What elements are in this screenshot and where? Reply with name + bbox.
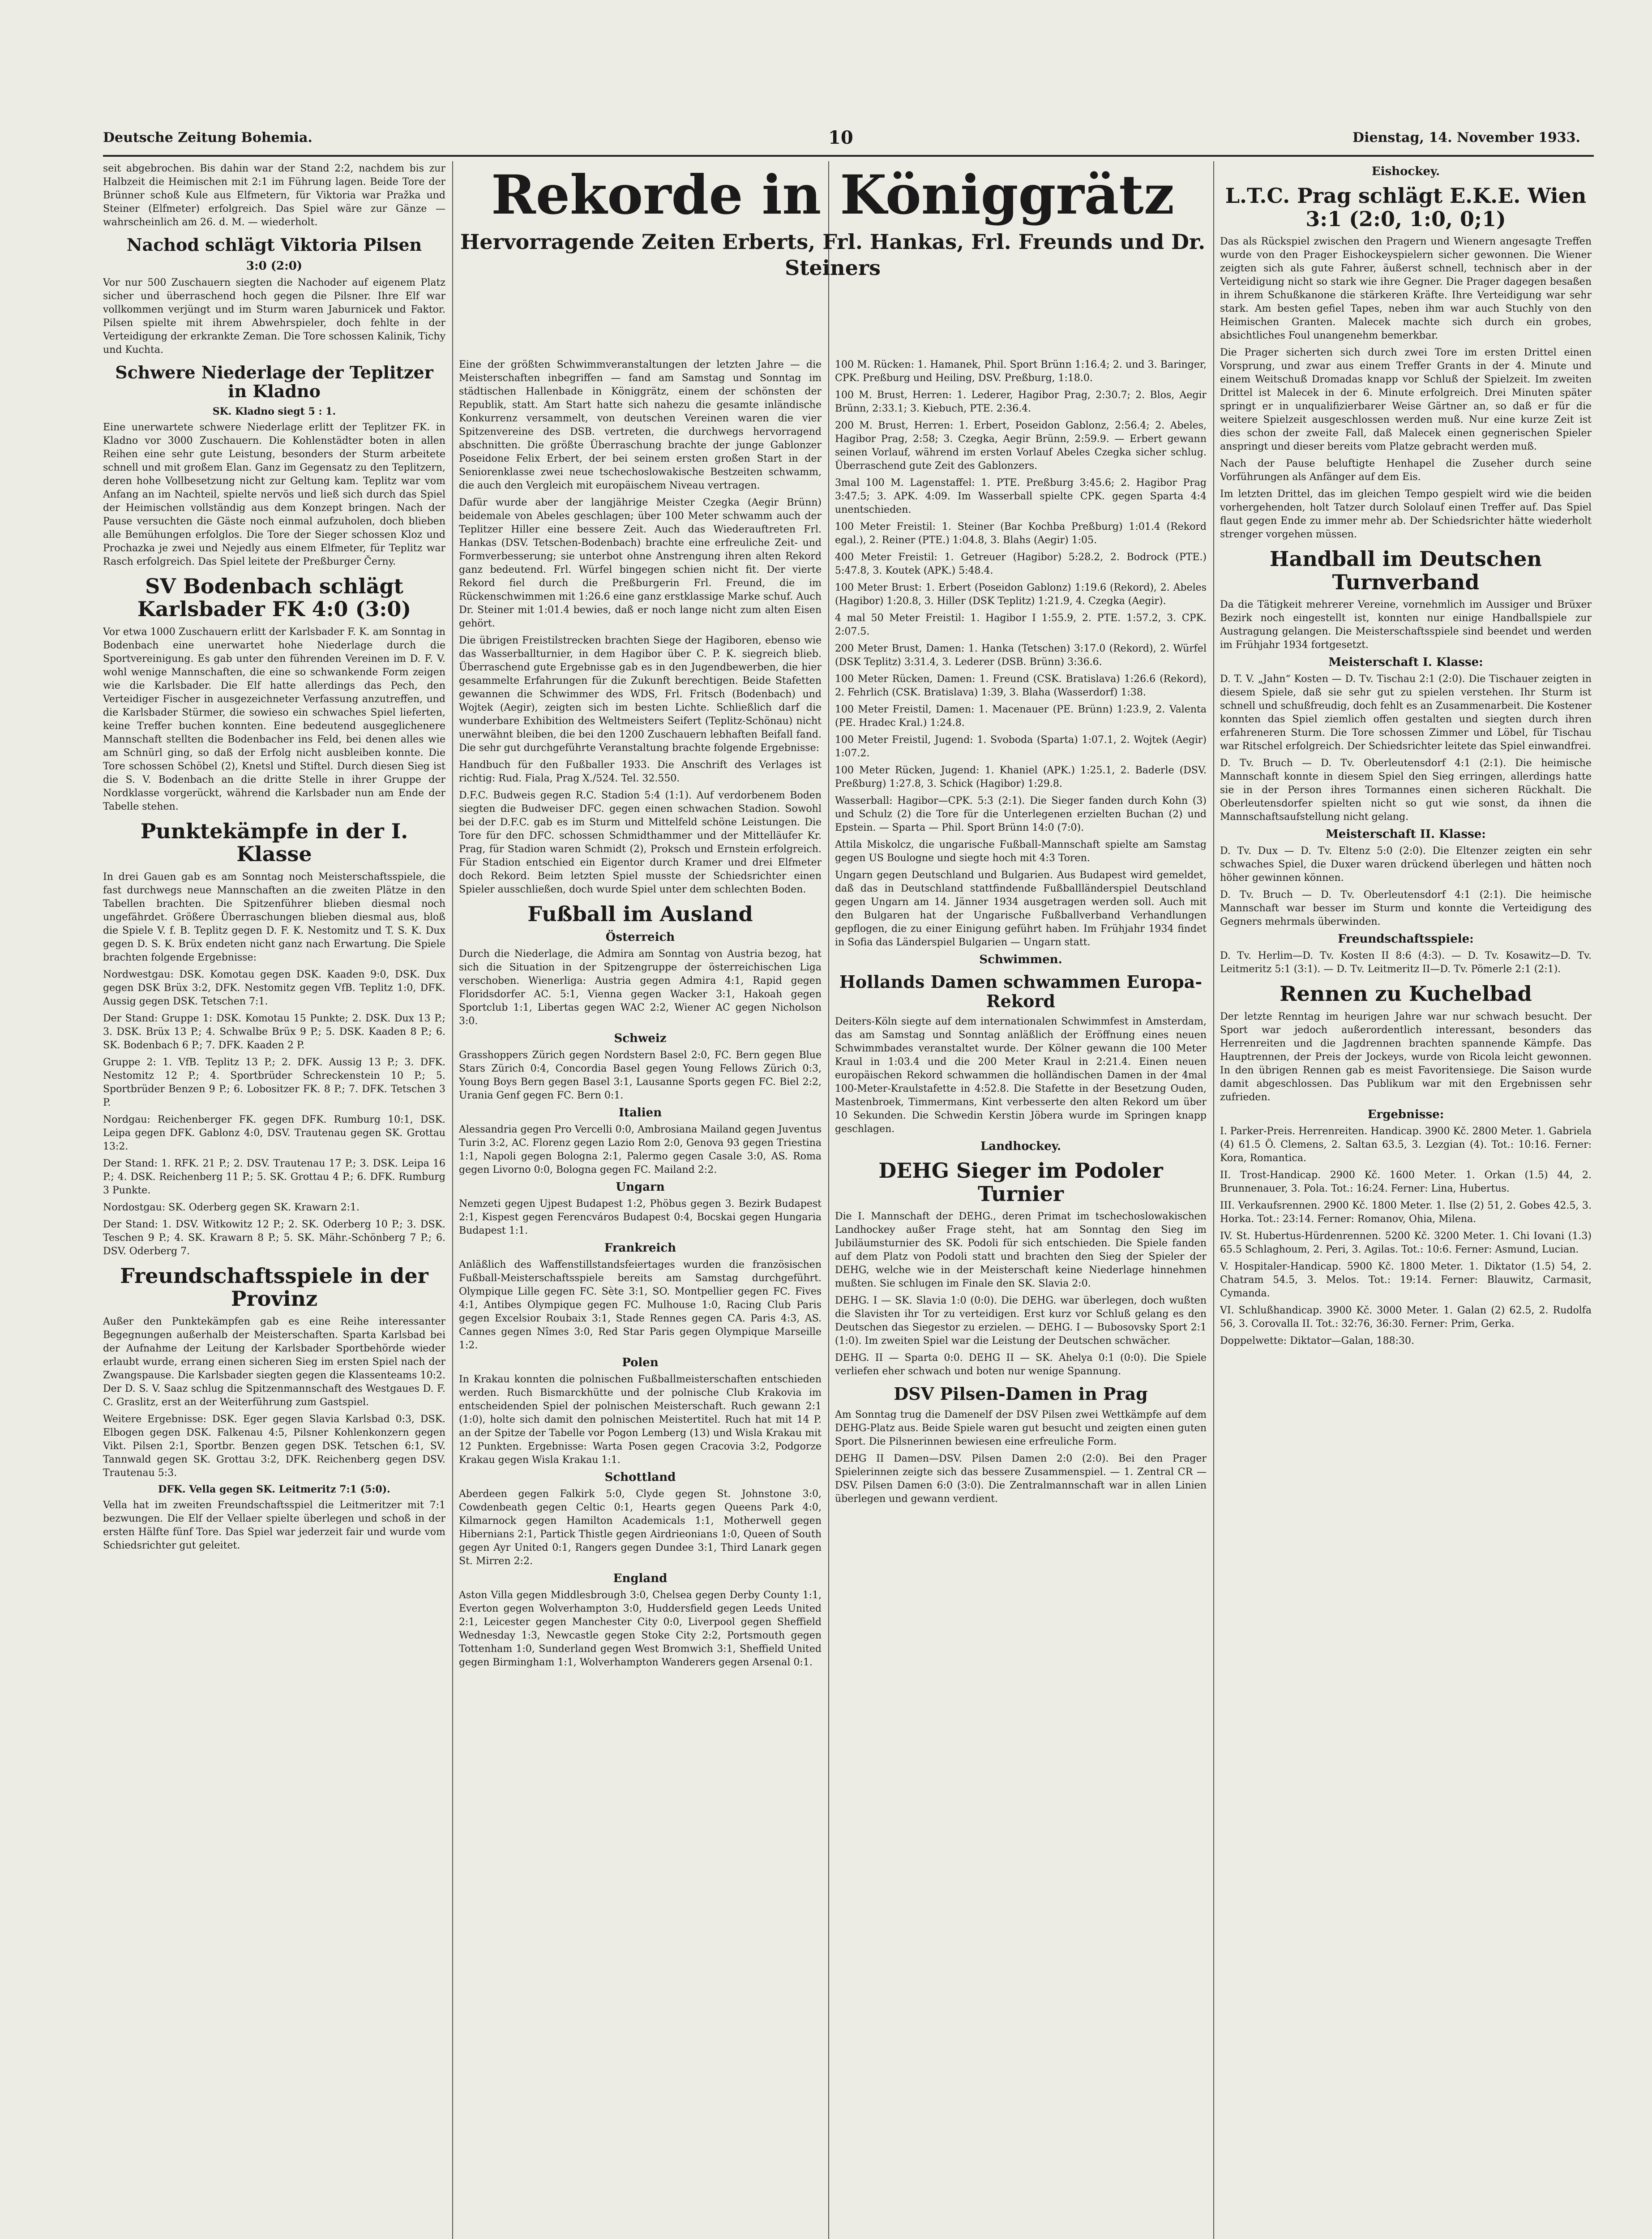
short-note: Handbuch für den Fußballer 1933. Die Anschrift des Verlages ist richtig: Rud. Fiala, Prag X./524. Tel. 32.550. xyxy=(459,759,822,784)
article-text: Der Stand: Gruppe 1: DSK. Komotau 15 Punkte; 2. DSK. Dux 13 P.; 3. DSK. Brüx 13 P.; 4. Schwalbe Brüx 9 P.; 5. DSK. Kaaden 8 P.; 6. SK. Bodenbach 6 P.; 7. DFK. Kaaden 2 P. xyxy=(103,1012,445,1051)
article-text: Nemzeti gegen Ujpest Budapest 1:2, Phöbus gegen 3. Bezirk Budapest 2:1, Kispest gegen Ferencváros Budapest 0:4, Bocskai gegen Hungaria Budapest 1:1. xyxy=(459,1198,822,1236)
column-1 xyxy=(103,162,445,2239)
article-text: Grasshoppers Zürich gegen Nordstern Basel 2:0, FC. Bern gegen Blue Stars Zürich 0:4, Concordia Basel gegen Young Fellows Zürich 0:3, Young Boys Bern gegen Basel 3:1, Lausanne Sports gegen FC. Biel 2:2, Urania Genf gegen FC. Bern 0:1. xyxy=(459,1049,822,1101)
result-line: Wasserball: Hagibor—CPK. 5:3 (2:1). Die Sieger fanden durch Kohn (3) und Schulz (2) die Tore für die Unterlegenen erzielten Buchan (2) und Epstein. — Sparta — Phil. Sport Brünn 14:0 (7:0). xyxy=(835,795,1207,833)
article-headline: Handball im Deutschen Turnverband xyxy=(1270,547,1542,594)
headline-deck: Hervorragende Zeiten Erberts, Frl. Hankas, Frl. Freunds und Dr. Steiners xyxy=(460,230,1206,280)
column-divider xyxy=(452,161,453,2239)
article-text: Nach der Pause beluftigte Henhapel die Zuseher durch seine Vorführungen als Anfänger auf dem Eis. xyxy=(1220,458,1592,483)
article-text: D. T. V. „Jahn“ Kosten — D. Tv. Tischau 2:1 (2:0). Die Tischauer zeigten in diesem Spiele, daß sie sehr gut zu spielen verstehen. Ihr Sturm ist schnell und schußfreudig, doch fehlt es an Zusammenarbeit. Die Kostener konnten das Spiel ziemlich offen gestalten und siegten durch ihren erfahreneren Sturm. Die Tore schossen Zimmer und Löbel, für Tischau war Ritschel erfolgreich. Der Schiedsrichter leitete das Spiel einwandfrei. xyxy=(1220,673,1592,752)
article-headline: SV Bodenbach schlägt Karlsbader FK 4:0 (3:0) xyxy=(137,574,411,622)
page-number: 10 xyxy=(828,127,853,148)
article-text: Attila Miskolcz, die ungarische Fußball-Mannschaft spielte am Samstag gegen US Boulogne und siegte hoch mit 4:3 Toren. xyxy=(835,839,1207,864)
result-line: VI. Schlußhandicap. 3900 Kč. 3000 Meter. 1. Galan (2) 62.5, 2. Rudolfa 56, 3. Corovalla II. Tot.: 32:76, 36:30. Ferner: Prim, Gerka. xyxy=(1220,1304,1592,1330)
result-line: Doppelwette: Diktator—Galan, 188:30. xyxy=(1220,1335,1415,1347)
result-line: 100 Meter Brust: 1. Erbert (Poseidon Gablonz) 1:19.6 (Rekord), 2. Abeles (Hagibor) 1:20.8, 3. Hiller (DSK Teplitz) 1:21.9, 4. Czegka (Aegir). xyxy=(835,582,1207,607)
article-text: Nordgau: Reichenberger FK. gegen DFK. Rumburg 10:1, DSK. Leipa gegen DFK. Gablonz 4:0, DSV. Trautenau gegen SK. Grottau 13:2. xyxy=(103,1114,445,1152)
article-text: In Krakau konnten die polnischen Fußballmeisterschaften entschieden werden. Ruch Bismarckhütte und der polnische Club Krakovia im entscheidenden Spiel der polnischen Meisterschaft. Ruch gewann 2:1 (1:0), holte sich damit den polnischen Meistertitel. Ruch hat mit 14 P. an der Spitze der Tabelle vor Pogon Lemberg (13) und Wisla Krakau mit 12 Punkten. Ergebnisse: Warta Posen gegen Cracovia 3:2, Podgorze Krakau gegen Wisla Krakau 1:1. xyxy=(459,1373,822,1466)
article-text: Aston Villa gegen Middlesbrough 3:0, Chelsea gegen Derby County 1:1, Everton gegen Wolverhampton 3:0, Huddersfield gegen Leeds United 2:1, Leicester gegen Manchester City 0:0, Liverpool gegen Sheffield Wednesday 1:3, Newcastle gegen Stoke City 2:2, Portsmouth gegen Tottenham 1:0, Sunderland gegen West Bromwich 3:1, Sheffield United gegen Birmingham 1:1, Wolverhampton Wanderers gegen Arsenal 0:1. xyxy=(459,1589,822,1668)
article-text: Das als Rückspiel zwischen den Pragern und Wienern angesagte Treffen wurde von den Prager Eishockeyspielern sicher gewonnen. Die Wiener zeigten sich als gute Fahrer, äußerst schnell, technisch aber in der Verteidigung nicht so stark wie ihre Gegner. Die Prager dagegen besaßen in ihrem Schußkanone die stärkeren Kräfte. Ihre Verteidigung war sehr stark. Am besten gefiel Tapes, neben ihm war auch Stuchly von den Heimischen Granten. Malecek machte sich durch ein grobes, absichtliches Foul unangenehm bemerkbar. xyxy=(1220,236,1592,342)
main-headline xyxy=(457,163,1209,281)
article-headline: Freundschaftsspiele in der Provinz xyxy=(120,1263,428,1311)
country-heading: Frankreich xyxy=(604,1241,676,1255)
result-line: 100 Meter Rücken, Jugend: 1. Khaniel (APK.) 1:25.1, 2. Baderle (DSV. Preßburg) 1:27.8, 3. Schick (Hagibor) 1:29.8. xyxy=(835,765,1207,789)
result-line: 100 Meter Freistil, Jugend: 1. Svoboda (Sparta) 1:07.1, 2. Wojtek (Aegir) 1:07.2. xyxy=(835,734,1207,759)
country-heading: Österreich xyxy=(605,930,675,944)
article-text: Außer den Punktekämpfen gab es eine Reihe interessanter Begegnungen außerhalb der Meisterschaften. Sparta Karlsbad bei der Aufnahme der Leitung der Karlsbader Sportbehörde wieder erlaubt wurde, errang einen sicheren Sieg im ersten Spiel nach der Zwangspause. Die Karlsbader siegten gegen die Klassenteams 10:2. Der D. S. V. Saaz schlug die Spitzenmannschaft des Westgaues D. F. C. Graslitz, erst an der Weiterführung zum Gastspiel. xyxy=(103,1316,445,1408)
article-headline: Punktekämpfe in der I. Klasse xyxy=(140,819,408,866)
article-text: Vor etwa 1000 Zuschauern erlitt der Karlsbader F. K. am Sonntag in Bodenbach eine unerwartet hohe Niederlage durch die Sportvereinigung. Es gab unter den führenden Vereinen im D. F. V. wohl wenige Mannschaften, die eine so schwankende Form zeigen wie die Karlsbader. Die Elf hatte allerdings das Pech, den Verteidiger Fischer in ausgezeichneter Verfassung anzutreffen, und die Karlsbader Stürmer, die sowieso ein schwaches Spiel lieferten, keine Treffer buchen konnten. Eine bedeutend ausgeglichenere Mannschaft stellten die Bodenbacher ins Feld, bei denen alles wie am Schnürl ging, so daß der Erfolg nicht ausbleiben konnte. Die Tore schossen Schöbel (2), Knetsl und Stiftel. Durch diesen Sieg ist die S. V. Bodenbach an die dritte Stelle in ihrer Gruppe der Nordklasse vorgerückt, während die Karlsbader nun am Ende der Tabelle stehen. xyxy=(103,626,445,812)
article-headline: Rennen zu Kuchelbad xyxy=(1280,982,1532,1006)
article-text: Ungarn gegen Deutschland und Bulgarien. Aus Budapest wird gemeldet, daß das in Deutschland stattfindende Fußballländerspiel Deutschland gegen Ungarn am 14. Jänner 1934 ausgetragen werden soll. Auch mit den Bulgaren hat der Ungarische Fußballverband Verhandlungen gepflogen, die zu einer Einigung geführt haben. Im Frühjahr 1934 findet in Sofia das Länderspiel Bulgarien — Ungarn statt. xyxy=(835,870,1207,948)
article-text: Da die Tätigkeit mehrerer Vereine, vornehmlich im Aussiger und Brüxer Bezirk noch eingestellt ist, konnten nur einige Handballspiele zur Austragung gelangen. Die Meisterschaftsspiele sind beendet und werden im Frühjahr 1934 fortgesetzt. xyxy=(1220,599,1592,651)
article-text: In drei Gauen gab es am Sonntag noch Meisterschaftsspiele, die fast durchwegs neue Mannschaften an die zweiten Plätze in den Tabellen brachten. Die Spitzenführer blieben diesmal noch ungefährdet. Größere Überraschungen blieben diesmal aus, bloß die Spiele V. f. B. Teplitz gegen D. F. K. Nestomitz und T. S. K. Dux gegen D. S. K. Brüx endeten nicht ganz nach Erwartung. Die Spiele brachten folgende Ergebnisse: xyxy=(103,871,445,963)
article-text: Nordostgau: SK. Oderberg gegen SK. Krawarn 2:1. xyxy=(103,1201,360,1213)
article-text: D. Tv. Dux — D. Tv. Eltenz 5:0 (2:0). Die Eltenzer zeigten ein sehr schwaches Spiel, die Duxer waren drückend überlegen und hätten noch höher gewinnen können. xyxy=(1220,845,1592,884)
article-text: D. Tv. Bruch — D. Tv. Oberleutensdorf 4:1 (2:1). Die heimische Mannschaft war besser im Sturm und konnte die Verteidigung des Gegners mehrmals überwinden. xyxy=(1220,889,1592,928)
subsection-heading: Ergebnisse: xyxy=(1367,1107,1444,1121)
result-line: III. Verkaufsrennen. 2900 Kč. 1800 Meter. 1. Ilse (2) 51, 2. Gobes 42.5, 3. Horka. Tot.: 23:14. Ferner: Romanov, Ohia, Milena. xyxy=(1220,1200,1592,1225)
result-line: I. Parker-Preis. Herrenreiten. Handicap. 3900 Kč. 2800 Meter. 1. Gabriela (4) 61.5 Ö. Clemens, 2. Saltan 63.5, 3. Lezgian (4). Tot.: 10:16. Ferner: Kora, Romantica. xyxy=(1220,1125,1592,1164)
section-label: Schwimmen. xyxy=(979,953,1062,966)
column-3 xyxy=(835,358,1207,2239)
article-text: Dafür wurde aber der langjährige Meister Czegka (Aegir Brünn) beidemale von Abeles geschlagen; über 100 Meter schwamm auch der Teplitzer Hiller eine bessere Zeit. Auch das Wiederauftreten Frl. Hankas (DSV. Tetschen-Bodenbach) brachte eine erfreuliche Zeit- und Formverbesserung; sie unterbot ohne Anstrengung ihren alten Rekord ganz bedeutend. Frl. Würfel bingegen schien nicht fit. Der vierte Rekord fiel durch die Preßburgerin Frl. Freund, die im Rückenschwimmen mit 1:26.6 eine ganz erstklassige Marke schuf. Auch Dr. Steiner mit 1:01.4 bewies, daß er noch lange nicht zum alten Eisen gehört. xyxy=(459,497,822,629)
article-text: Durch die Niederlage, die Admira am Sonntag von Austria bezog, hat sich die Situation in der Spitzengruppe der österreichischen Liga verschoben. Wienerliga: Austria gegen Admira 4:1, Rapid gegen Floridsdorfer AC. 5:1, Vienna gegen Wacker 3:1, Hakoah gegen Sportclub 1:1, Libertas gegen WAC 2:2, Wiener AC gegen Nicholson 3:0. xyxy=(459,948,822,1027)
section-label: Eishockey. xyxy=(1371,165,1440,178)
article-text: Am Sonntag trug die Damenelf der DSV Pilsen zwei Wettkämpfe auf dem DEHG-Platz aus. Beide Spiele waren gut besucht und zeigten einen guten Sport. Die Pilsnerinnen bewiesen eine erfreuliche Form. xyxy=(835,1409,1207,1447)
result-line: II. Trost-Handicap. 2900 Kč. 1600 Meter. 1. Orkan (1.5) 44, 2. Brunnenauer, 3. Pola. Tot.: 16:24. Ferner: Lina, Hubertus. xyxy=(1220,1169,1592,1194)
article-text: Vor nur 500 Zuschauern siegten die Nachoder auf eigenem Platz sicher und überraschend hoch gegen die Pilsner. Ihre Elf war vollkommen verjüngt und im Sturm waren Jaburnicek und Faktor. Pilsen spielte mit ihrem Abwehrspieler, doch fehlte in der Verteidigung der erkrankte Zeman. Die Tore schossen Kalinik, Tichy und Kuchta. xyxy=(103,277,445,356)
country-heading: Ungarn xyxy=(616,1180,665,1194)
article-text: Aberdeen gegen Falkirk 5:0, Clyde gegen St. Johnstone 3:0, Cowdenbeath gegen Celtic 0:1, Hearts gegen Queens Park 4:0, Kilmarnock gegen Hamilton Academicals 1:1, Motherwell gegen Hibernians 2:1, Partick Thistle gegen Airdrieonians 1:0, Queen of South gegen Ayr United 0:1, Rangers gegen Dundee 3:1, Third Lanark gegen St. Mirren 2:2. xyxy=(459,1488,822,1567)
article-text: Gruppe 2: 1. VfB. Teplitz 13 P.; 2. DFK. Aussig 13 P.; 3. DFK. Nestomitz 12 P.; 4. Sportbrüder Schreckenstein 10 P.; 5. Sportbrüder Benzen 9 P.; 6. Lobositzer FK. 8 P.; 7. DFK. Tetschen 3 P. xyxy=(103,1056,445,1108)
result-line: 200 Meter Brust, Damen: 1. Hanka (Tetschen) 3:17.0 (Rekord), 2. Würfel (DSK Teplitz) 3:31.4, 3. Lederer (DSB. Brünn) 3:36.6. xyxy=(835,643,1207,668)
result-line: 3mal 100 M. Lagenstaffel: 1. PTE. Preßburg 3:45.6; 2. Hagibor Prag 3:47.5; 3. APK. 4:09. Im Wasserball spielte CPK. gegen Sparta 4:4 unentschieden. xyxy=(835,477,1207,515)
result-line: 100 Meter Freistil: 1. Steiner (Bar Kochba Preßburg) 1:01.4 (Rekord egal.), 2. Reiner (PTE.) 1:04.8, 3. Blahs (Aegir) 1:05. xyxy=(835,521,1207,546)
article-byline: SK. Kladno siegt 5 : 1. xyxy=(212,405,336,417)
article-text: Eine unerwartete schwere Niederlage erlitt der Teplitzer FK. in Kladno vor 3000 Zuschauern. Die Kohlenstädter boten in allen Reihen eine sehr gute Leistung, besonders der Sturm arbeitete schnell und mit großem Elan. Ganz im Gegensatz zu den Teplitzern, deren hohe Vollbesetzung nicht zur Geltung kam. Teplitz war vom Anfang an im Nachteil, spielte nervös und ließ sich durch das Spiel der Heimischen vollständig aus dem Konzept bringen. Nach der Pause versuchten die Gäste noch einmal aufzuholen, doch blieben alle Bemühungen erfolglos. Die Tore der Sieger schossen Kloz und Prochazka je zwei und Nejedly aus einem Elfmeter, für Teplitz war Rasch erfolgreich. Das Spiel leitete der Preßburger Černy. xyxy=(103,421,445,567)
result-line: 4 mal 50 Meter Freistil: 1. Hagibor I 1:55.9, 2. PTE. 1:57.2, 3. CPK. 2:07.5. xyxy=(835,613,1207,637)
article-text: DEHG. II — Sparta 0:0. DEHG II — SK. Ahelya 0:1 (0:0). Die Spiele verliefen eher schwach und boten nur wenige Spannung. xyxy=(835,1352,1207,1377)
result-line: 100 M. Rücken: 1. Hamanek, Phil. Sport Brünn 1:16.4; 2. und 3. Baringer, CPK. Preßburg und Heiling, DSV. Preßburg, 1:18.0. xyxy=(835,359,1207,384)
article-text: Die I. Mannschaft der DEHG., deren Primat im tschechoslowakischen Landhockey außer Frage steht, hat am Sonntag den Sieg im Jubiläumsturnier des SK. Podoli für sich entschieden. Die Spiele fanden auf dem Platz von Podoli statt und brachten den Sieg der Spieler der DEHG, welche wie in der Meisterschaft keine Niederlage hinnehmen mußten. Sie schlugen im Finale den SK. Slavia 2:0. xyxy=(835,1211,1207,1290)
section-label: Landhockey. xyxy=(980,1140,1061,1154)
column-2 xyxy=(459,358,822,2239)
subsection-heading: Freundschaftsspiele: xyxy=(1338,932,1474,946)
article-headline: Fußball im Ausland xyxy=(527,902,753,926)
result-line: 400 Meter Freistil: 1. Getreuer (Hagibor) 5:28.2, 2. Bodrock (PTE.) 5:47.8, 3. Koutek (APK.) 5:48.4. xyxy=(835,552,1207,576)
article-text: D. Tv. Bruch — D. Tv. Oberleutensdorf 4:1 (2:1). Die heimische Mannschaft konnte in diesem Spiel den Sieg erringen, allerdings hatte sie in der Person ihres Tormannes einen sicheren Rückhalt. Die Oberleutensdorfer spielten nicht so gut wie sonst, da ihnen die Mannschaftsaufstellung nicht gelang. xyxy=(1220,758,1592,823)
article-headline: Hollands Damen schwammen Europa-Rekord xyxy=(839,972,1203,1011)
article-text: Vella hat im zweiten Freundschaftsspiel die Leitmeritzer mit 7:1 bezwungen. Die Elf der Vellaer spielte überlegen und schoß in der ersten Hälfte fünf Tore. Das Spiel war jederzeit fair und wurde vom Schiedsrichter gut geleitet. xyxy=(103,1499,445,1551)
result-line: 100 Meter Rücken, Damen: 1. Freund (CSK. Bratislava) 1:26.6 (Rekord), 2. Fehrlich (CSK. Bratislava) 1:39, 3. Blaha (Wasserdorf) 1:38. xyxy=(835,673,1207,698)
article-text: Der Stand: 1. RFK. 21 P.; 2. DSV. Trautenau 17 P.; 3. DSK. Leipa 16 P.; 4. DSK. Reichenberg 11 P.; 5. SK. Grottau 4 P.; 6. DFK. Rumburg 3 Punkte. xyxy=(103,1158,445,1196)
article-headline: Nachod schlägt Viktoria Pilsen xyxy=(126,235,422,255)
country-heading: Schottland xyxy=(604,1470,676,1484)
result-line: 100 Meter Freistil, Damen: 1. Macenauer (PE. Brünn) 1:23.9, 2. Valenta (PE. Hradec Kral.) 1:24.8. xyxy=(835,704,1207,729)
article-text: Deiters-Köln siegte auf dem internationalen Schwimmfest in Amsterdam, das am Samstag und Sonntag anläßlich der Eröffnung eines neuen Schwimmbades veranstaltet wurde. Der Kölner gewann die 100 Meter Kraul in 1:03.4 und die 200 Meter Kraul in 2:21.4. Einen neuen europäischen Rekord schwammen die holländischen Damen in der 4mal 100-Meter-Kraulstafette in 4:52.8. Die Stafette in der Besetzung Ouden, Mastenbroek, Timmermans, Kint verbesserte den alten Rekord um über 10 Sekunden. Die Schwedin Kerstin Jöbera wurde im Springen knapp geschlagen. xyxy=(835,1016,1207,1135)
article-headline: DEHG Sieger im Podoler Turnier xyxy=(878,1158,1163,1206)
article-text: DEHG II Damen—DSV. Pilsen Damen 2:0 (2:0). Bei den Prager Spielerinnen zeigte sich das bessere Zusammenspiel. — 1. Zentral CR — DSV. Pilsen Damen 6:0 (3:0). Die Zentralmannschaft war in allen Linien überlegen und gewann verdient. xyxy=(835,1453,1207,1505)
article-byline: DFK. Vella gegen SK. Leitmeritz 7:1 (5:0). xyxy=(158,1483,390,1495)
country-heading: Polen xyxy=(622,1355,659,1369)
result-line: 100 M. Brust, Herren: 1. Lederer, Hagibor Prag, 2:30.7; 2. Blos, Aegir Brünn, 2:33.1; 3. Kiebuch, PTE. 2:36.4. xyxy=(835,390,1207,414)
page-header xyxy=(103,127,1580,152)
column-divider xyxy=(1213,161,1214,2239)
column-divider xyxy=(828,161,829,2239)
article-headline: DSV Pilsen-Damen in Prag xyxy=(894,1384,1148,1404)
article-headline: L.T.C. Prag schlägt E.K.E. Wien 3:1 (2:0, 1:0, 0;1) xyxy=(1225,184,1587,231)
article-text: Eine der größten Schwimmveranstaltungen der letzten Jahre — die Meisterschaften inbegriffen — fand am Samstag und Sonntag im städtischen Hallenbade in Königgrätz, einem der schönsten der Republik, statt. Am Start hatte sich nahezu die gesamte inländische Konkurrenz versammelt, von deutschen Vereinen waren die vier Spitzenvereine des DSB. vertreten, die durchwegs hervorragend abschnitten. Die größte Überraschung brachte der junge Gablonzer Poseidone Felix Erbert, der bei seinem ersten großen Start in der Seniorenklasse zwei neue tschechoslowakische Bestzeiten schwamm, die auch den Vergleich mit europäischem Niveau vertragen. xyxy=(459,359,822,491)
headline-title: Rekorde in Königgrätz xyxy=(491,163,1174,227)
article-text: Weitere Ergebnisse: DSK. Eger gegen Slavia Karlsbad 0:3, DSK. Elbogen gegen DSK. Falkenau 4:5, Pilsner Kohlenkonzern gegen Vikt. Pilsen 2:1, Sportbr. Benzen gegen DSK. Tetschen 6:1, SV. Tannwald gegen SK. Grottau 3:2, DFK. Reichenberg gegen DSV. Trautenau 5:3. xyxy=(103,1413,445,1479)
article-text: Nordwestgau: DSK. Komotau gegen DSK. Kaaden 9:0, DSK. Dux gegen DSK Brüx 3:2, DFK. Nestomitz gegen VfB. Teplitz 1:0, DFK. Aussig gegen DSK. Tetschen 7:1. xyxy=(103,969,445,1007)
article-text: Der letzte Renntag im heurigen Jahre war nur schwach besucht. Der Sport war jedoch außerordentlich interessant, besonders das Herrenreiten und die Jagdrennen brachten spannende Kämpfe. Das Hauptrennen, der Preis der Jockeys, wurde von Ricola leicht gewonnen. In den übrigen Rennen gab es meist Favoritensiege. Die Saison wurde damit abgeschlossen. Das Publikum war mit den Ergebnissen sehr zufrieden. xyxy=(1220,1011,1592,1103)
article-text: Anläßlich des Waffenstillstandsfeiertages wurden die französischen Fußball-Meisterschaftsspiele bereits am Samstag durchgeführt. Olympique Lille gegen FC. Sète 3:1, SO. Montpellier gegen FC. Fives 4:1, Antibes Olympique gegen FC. Mulhouse 1:0, Racing Club Paris gegen Excelsior Roubaix 3:1, Stade Rennes gegen CA. Paris 4:3, AS. Cannes gegen Nîmes 3:0, Red Star Paris gegen Olympique Marseille 1:2. xyxy=(459,1259,822,1351)
result-line: 200 M. Brust, Herren: 1. Erbert, Poseidon Gablonz, 2:56.4; 2. Abeles, Hagibor Prag, 2:58; 3. Czegka, Aegir Brünn, 2:59.9. — Erbert gewann seinen Vorlauf, während im ersten Vorlauf Abeles Czegka sicher schlug. Überraschend gute Zeit des Gablonzers. xyxy=(835,420,1207,472)
article-headline: Schwere Niederlage der Teplitzer in Kladno xyxy=(115,362,433,402)
result-line: V. Hospitaler-Handicap. 5900 Kč. 1800 Meter. 1. Diktator (1.5) 54, 2. Chatram 54.5, 3. Melos. Tot.: 19:14. Ferner: Blauwitz, Carmasit, Cymanda. xyxy=(1220,1261,1592,1299)
article-text: D. Tv. Herlim—D. Tv. Kosten II 8:6 (4:3). — D. Tv. Kosawitz—D. Tv. Leitmeritz 5:1 (3:1). — D. Tv. Leitmeritz II—D. Tv. Pömerle 2:1 (2:1). xyxy=(1220,950,1592,975)
article-text: Alessandria gegen Pro Vercelli 0:0, Ambrosiana Mailand gegen Juventus Turin 3:2, AC. Florenz gegen Lazio Rom 2:0, Genova 93 gegen Triestina 1:1, Napoli gegen Bologna 2:1, Palermo gegen Casale 3:0, AS. Roma gegen Livorno 0:0, Bologna gegen FC. Mailand 2:2. xyxy=(459,1124,822,1175)
result-line: IV. St. Hubertus-Hürdenrennen. 5200 Kč. 3200 Meter. 1. Chi Iovani (1.3) 65.5 Schlaghoum, 2. Peri, 3. Agilas. Tot.: 10:6. Ferner: Asmund, Lucian. xyxy=(1220,1230,1592,1255)
article-text: Im letzten Drittel, das im gleichen Tempo gespielt wird wie die beiden vorhergehenden, holt Tatzer durch Sololauf einen Treffer auf. Das Spiel flaut gegen Ende zu immer mehr ab. Der Schiedsrichter hätte wiederholt strenger vorgehen müssen. xyxy=(1220,489,1592,540)
article-text: seit abgebrochen. Bis dahin war der Stand 2:2, nachdem bis zur Halbzeit die Heimischen mit 2:1 im Führung lagen. Beide Tore der Brünner schoß Kule aus Elfmetern, für Viktoria war Pražka und Steiner (Elfmeter) erfolgreich. Das Spiel wäre zur Gänze — wahrscheinlich am 26. d. M. — wiederholt. xyxy=(103,163,445,228)
score-line: 3:0 (2:0) xyxy=(246,259,303,273)
header-rule xyxy=(103,155,1594,157)
subsection-heading: Meisterschaft II. Klasse: xyxy=(1326,828,1486,841)
article-text: Die übrigen Freistilstrecken brachten Siege der Hagiboren, ebenso wie das Wasserballturnier, in dem Hagibor über C. P. K. siegreich blieb. Überraschend gute Ergebnisse gab es in den Jugendbewerben, die hier gesammelte Erfahrungen für die Zukunft berechtigen. Beide Stafetten gewannen die Schwimmer des WDS, Frl. Fritsch (Bodenbach) und Wojtek (Aegir), zeigten sich im besten Lichte. Schließlich darf die wunderbare Exhibition des Weltmeisters Seifert (Teplitz-Schönau) nicht unerwähnt bleiben, die bei den 1200 Zuschauern lebhaften Beifall fand. Die sehr gut durchgeführte Veranstaltung brachte folgende Ergebnisse: xyxy=(459,635,822,754)
article-text: D.F.C. Budweis gegen R.C. Stadion 5:4 (1:1). Auf verdorbenem Boden siegten die Budweiser DFC. gegen einen schwachen Stadion. Sowohl bei der D.F.C. gab es im Sturm und Mittelfeld schöne Leistungen. Die Tore für den DFC. schossen Schmidthammer und der Mittelläufer Kr. Prag, für Stadion waren Schmidt (2), Proksch und Ernstein erfolgreich. Für Stadion entschied ein Eigentor durch Kramer und drei Elfmeter doch Rekord. Beim letzten Spiel musste der Schiedsrichter einen Spieler ausschließen, doch wurde Spiel unter dem schlechten Boden. xyxy=(459,790,822,895)
article-text: DEHG. I — SK. Slavia 1:0 (0:0). Die DEHG. war überlegen, doch wußten die Slavisten ihr Tor zu verteidigen. Erst kurz vor Schluß gelang es den Deutschen das Siegestor zu erzielen. — DEHG. I — Bubosovsky Sport 2:1 (1:0). Im zweiten Spiel war die Leistung der Deutschen schwächer. xyxy=(835,1295,1207,1347)
country-heading: Schweiz xyxy=(614,1031,667,1045)
article-text: Die Prager sicherten sich durch zwei Tore im ersten Drittel einen Vorsprung, und zwar aus einem Treffer Grants in der 4. Minute und einem Weitschuß Dromadas knapp vor Schluß der Spielzeit. Im zweiten Drittel ist Malecek in der 6. Minute erfolgreich. Drei Minuten später springt er in unqualifizierbarer Weise Gärtner an, so daß er für die weitere Spielzeit ausgeschlossen werden muß. Nur eine kurze Zeit ist dies schon der zweite Fall, daß Malecek einen gegnerischen Spieler anspringt und dieser bereits vom Platze gebracht werden muß. xyxy=(1220,347,1592,453)
column-4 xyxy=(1220,162,1592,2239)
article-text: Der Stand: 1. DSV. Witkowitz 12 P.; 2. SK. Oderberg 10 P.; 3. DSK. Teschen 9 P.; 4. SK. Krawarn 8 P.; 5. SK. Mähr.-Schönberg 7 P.; 6. DSV. Oderberg 7. xyxy=(103,1218,445,1257)
subsection-heading: Meisterschaft I. Klasse: xyxy=(1328,656,1483,669)
issue-date: Dienstag, 14. November 1933. xyxy=(1352,130,1580,146)
country-heading: England xyxy=(613,1571,668,1585)
country-heading: Italien xyxy=(618,1106,662,1120)
newspaper-name: Deutsche Zeitung Bohemia. xyxy=(103,130,312,146)
